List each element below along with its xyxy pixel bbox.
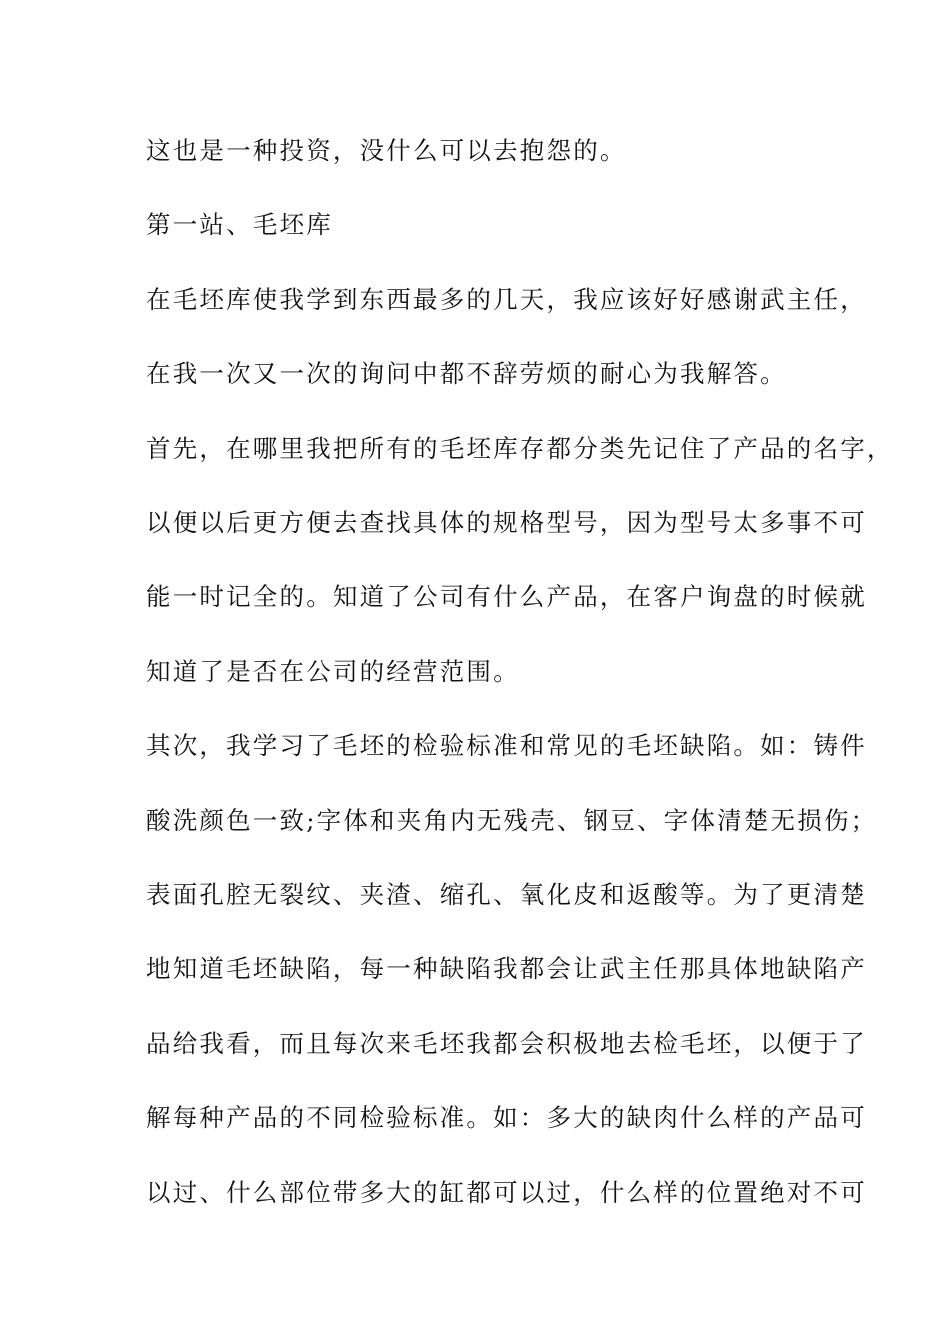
text-line: 其次，我学习了毛坯的检验标准和常见的毛坯缺陷。如：铸件 [146,731,867,760]
text-line: 品给我看，而且每次来毛坯我都会积极地去检毛坯，以便于了 [146,1029,867,1058]
text-line: 知道了是否在公司的经营范围。 [146,657,520,686]
text-line: 首先，在哪里我把所有的毛坯库存都分类先记住了产品的名字， [146,434,894,463]
text-line: 这也是一种投资，没什么可以去抱怨的。 [146,136,627,165]
section-heading: 第一站、毛坯库 [146,210,333,239]
text-line: 酸洗颜色一致;字体和夹角内无残壳、钢豆、字体清楚无损伤； [146,806,878,835]
text-line: 在毛坯库使我学到东西最多的几天，我应该好好感谢武主任， [146,285,867,314]
text-line: 能一时记全的。知道了公司有什么产品，在客户询盘的时候就 [146,582,867,611]
text-line: 解每种产品的不同检验标准。如：多大的缺肉什么样的产品可 [146,1103,867,1132]
text-line: 地知道毛坯缺陷，每一种缺陷我都会让武主任那具体地缺陷产 [146,954,867,983]
text-line: 表面孔腔无裂纹、夹渣、缩孔、氧化皮和返酸等。为了更清楚 [146,880,867,909]
text-line: 以便以后更方便去查找具体的规格型号，因为型号太多事不可 [146,508,867,537]
text-line: 以过、什么部位带多大的缸都可以过，什么样的位置绝对不可 [146,1178,867,1207]
text-line: 在我一次又一次的询问中都不辞劳烦的耐心为我解答。 [146,359,787,388]
